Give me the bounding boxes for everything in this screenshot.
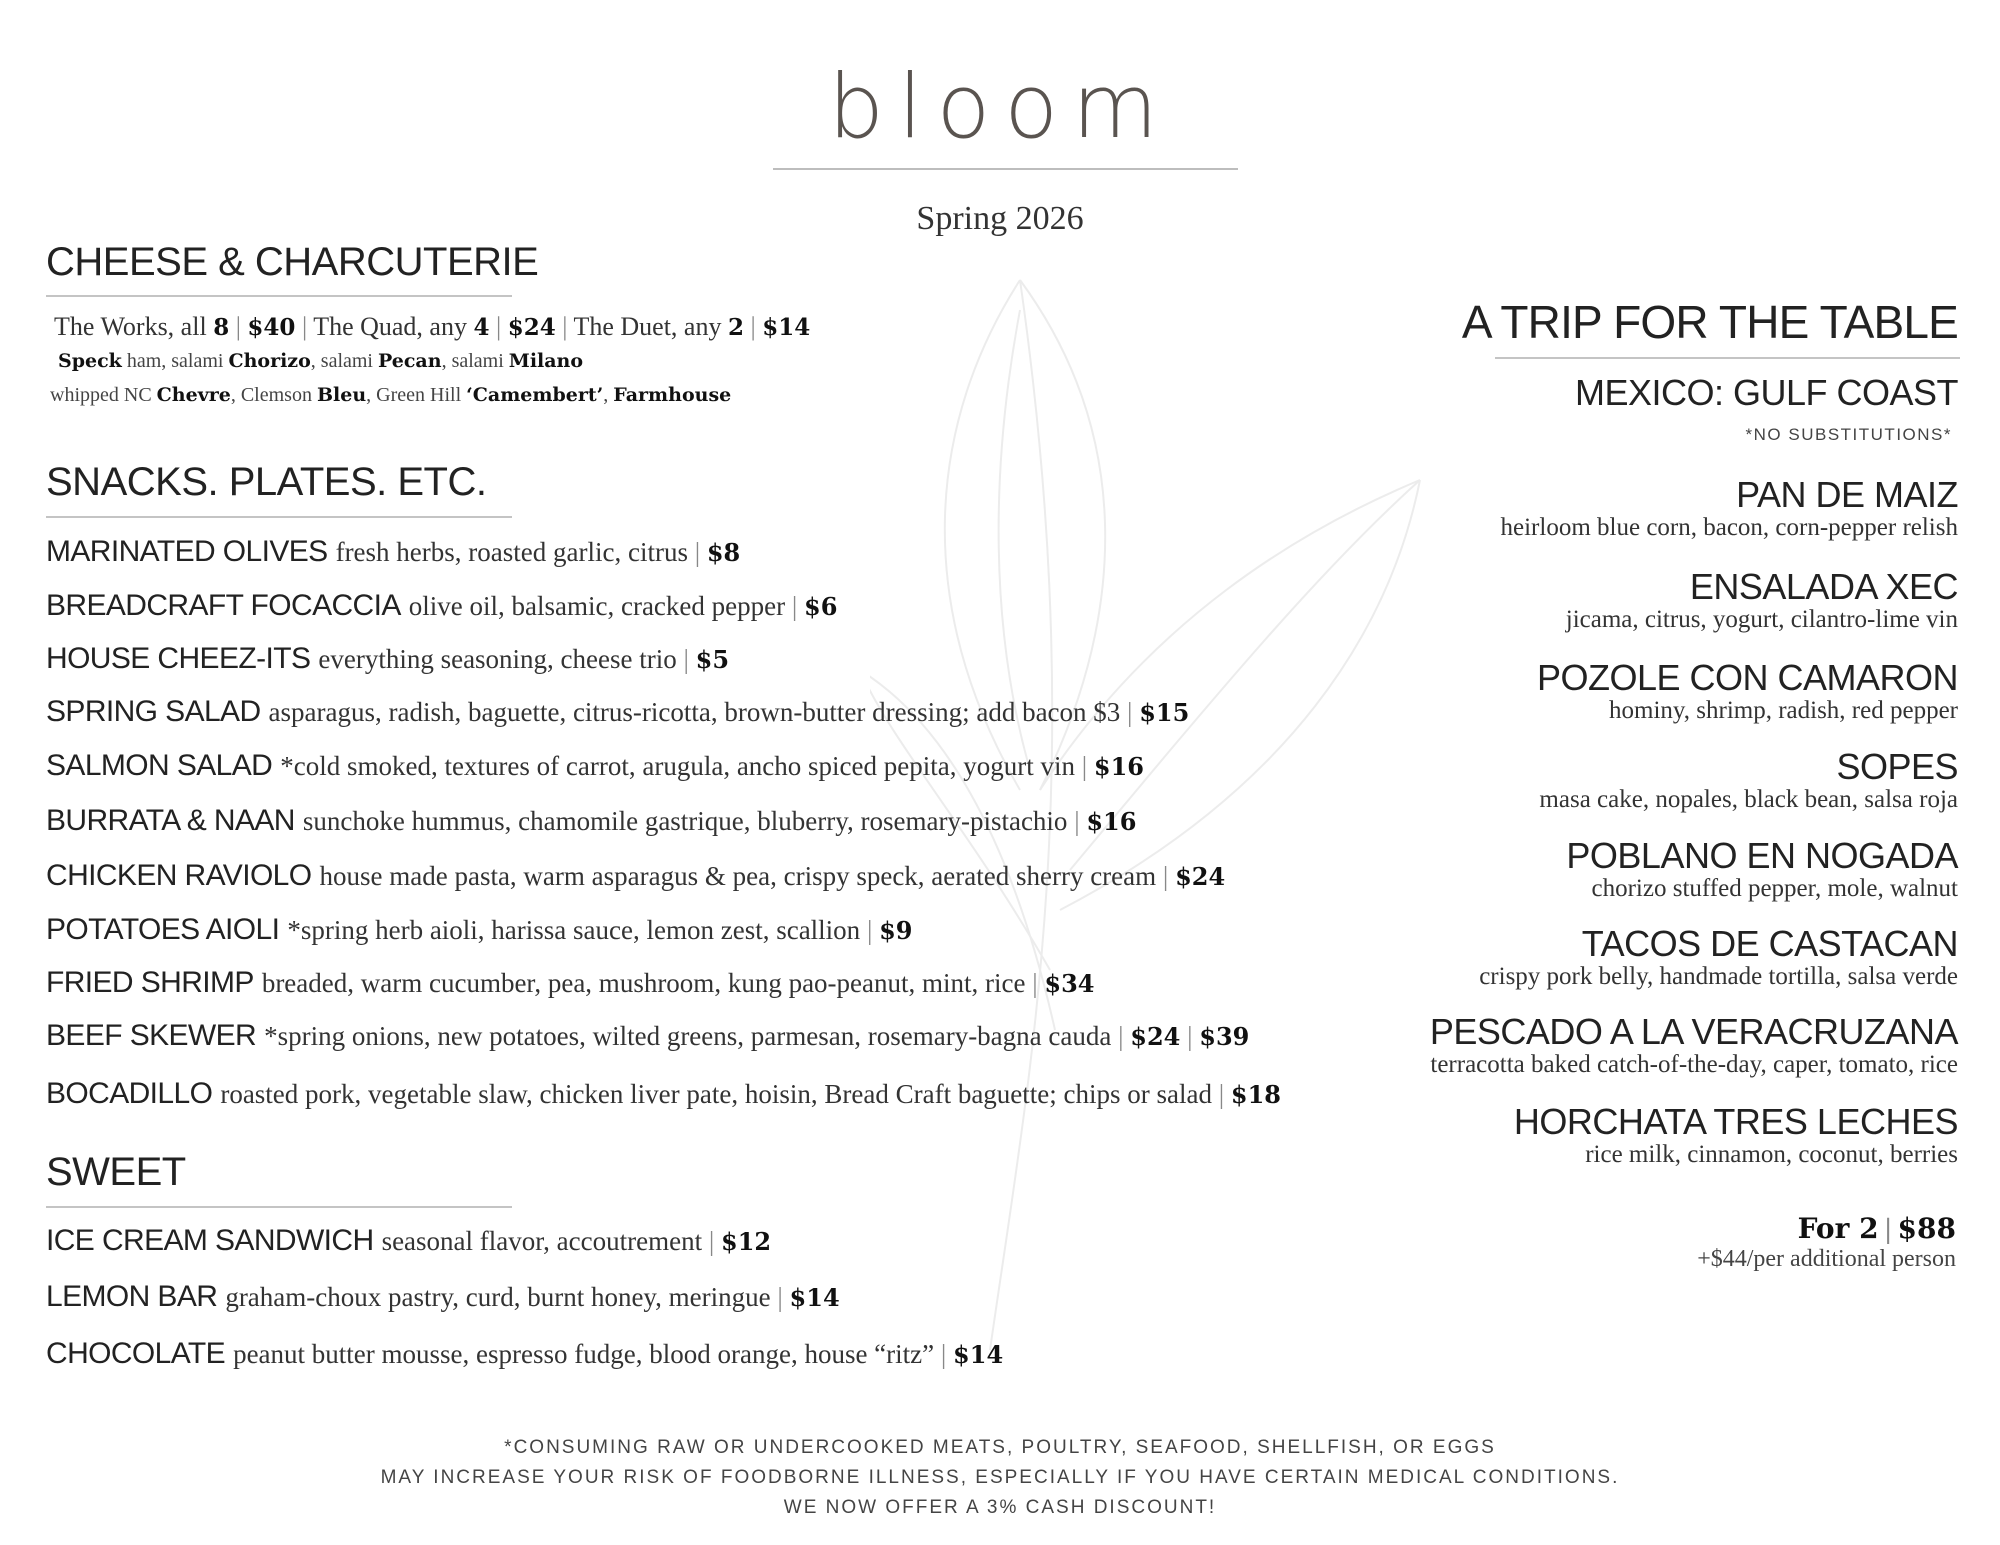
course-name: TACOS DE CASTACAN — [1581, 923, 1958, 964]
menu-item-price: $16 — [1086, 807, 1137, 836]
course-description: masa cake, nopales, black bean, salsa roja — [1539, 786, 1958, 813]
cheese-divider — [46, 295, 512, 297]
cheese-bleu: Bleu — [316, 384, 367, 406]
menu-item-price: $12 — [721, 1227, 772, 1256]
cheese-text: whipped NC — [50, 384, 157, 406]
menu-item-price: $5 — [695, 645, 730, 674]
course-name: POZOLE CON CAMARON — [1536, 657, 1958, 698]
course-name: PESCADO A LA VERACRUZANA — [1429, 1011, 1958, 1052]
menu-item-name: FRIED SHRIMP — [46, 966, 254, 999]
menu-item-description: asparagus, radish, baguette, citrus-ricotta, brown-butter dressing; add bacon $3 — [268, 697, 1121, 727]
menu-item-price: $6 — [804, 592, 838, 621]
menu-item — [46, 859, 1225, 893]
sweet-section-title: SWEET — [46, 1150, 186, 1194]
menu-item — [46, 695, 1189, 729]
menu-item-name: SPRING SALAD — [46, 695, 261, 728]
quad-count: 4 — [473, 314, 490, 341]
price-separator: | — [1120, 697, 1140, 727]
menu-item — [46, 1019, 1249, 1053]
menu-item-name: BURRATA & NAAN — [46, 804, 295, 837]
price-separator: | — [1212, 1079, 1231, 1109]
menu-item-description: everything seasoning, cheese trio — [318, 644, 677, 674]
menu-item — [46, 1077, 1281, 1111]
course-description: chorizo stuffed pepper, mole, walnut — [1591, 875, 1958, 902]
season-label: Spring 2026 — [916, 200, 1084, 237]
menu-item-name: ICE CREAM SANDWICH — [46, 1224, 374, 1257]
menu-item-name: MARINATED OLIVES — [46, 535, 328, 568]
charcuterie-text: , salami — [310, 350, 378, 372]
trip-price — [1798, 1212, 1956, 1245]
price-separator: | — [1156, 861, 1176, 891]
brand-logo: bloom — [828, 55, 1172, 158]
course-description: rice milk, cinnamon, coconut, berries — [1585, 1141, 1958, 1168]
menu-item-name: BEEF SKEWER — [46, 1019, 257, 1052]
price-separator: | — [785, 591, 805, 621]
menu-item-price: $34 — [1044, 969, 1095, 998]
price-separator: | — [1180, 1021, 1200, 1051]
charcuterie-speck: Speck — [58, 350, 122, 372]
price-separator: | — [676, 644, 696, 674]
snacks-divider — [46, 516, 512, 518]
works-count: 8 — [213, 314, 230, 341]
menu-item — [46, 535, 740, 569]
menu-item — [46, 749, 1144, 783]
works-price: $40 — [247, 314, 296, 341]
menu-item — [46, 966, 1095, 1000]
menu-item — [46, 642, 729, 676]
logo-divider — [773, 168, 1238, 170]
quad-label: The Quad, any — [313, 312, 474, 341]
menu-item-description: fresh herbs, roasted garlic, citrus — [335, 537, 688, 567]
duet-price: $14 — [762, 314, 811, 341]
menu-item-description: *spring onions, new potatoes, wilted greens, parmesan, rosemary-bagna cauda — [264, 1021, 1112, 1051]
menu-item-description: *cold smoked, textures of carrot, arugula, ancho spiced pepita, yogurt vin — [280, 751, 1075, 781]
cheese-camembert: ‘Camembert’ — [466, 384, 604, 406]
quad-price: $24 — [507, 314, 556, 341]
course-description: crispy pork belly, handmade tortilla, salsa verde — [1479, 963, 1958, 990]
price-separator: | — [1025, 968, 1045, 998]
menu-item-price-large: $39 — [1199, 1022, 1250, 1051]
price-separator: | — [934, 1339, 954, 1369]
cheese-farmhouse: Farmhouse — [613, 384, 732, 406]
menu-item-price: $16 — [1093, 752, 1144, 781]
menu-item-description: *spring herb aioli, harissa sauce, lemon zest, scallion — [287, 915, 861, 945]
snacks-section-title: SNACKS. PLATES. ETC. — [46, 460, 487, 504]
sweet-divider — [46, 1206, 512, 1208]
course-name: HORCHATA TRES LECHES — [1513, 1101, 1958, 1142]
menu-item-description: graham-choux pastry, curd, burnt honey, meringue — [225, 1282, 771, 1312]
cheese-text: , — [603, 384, 614, 406]
menu-item-name: LEMON BAR — [46, 1280, 218, 1313]
price-separator: | — [1111, 1021, 1131, 1051]
menu-item — [46, 1280, 840, 1314]
menu-item-description: house made pasta, warm asparagus & pea, crispy speck, aerated sherry cream — [319, 861, 1157, 891]
works-label: The Works, all — [54, 312, 214, 341]
menu-item-price: $24 — [1130, 1022, 1181, 1051]
menu-item — [46, 804, 1136, 838]
course-name: PAN DE MAIZ — [1736, 474, 1958, 515]
menu-item-price: $15 — [1139, 698, 1190, 727]
course-name: SOPES — [1836, 746, 1958, 787]
cheese-text: , Clemson — [230, 384, 317, 406]
price-separator: | — [770, 1282, 790, 1312]
price-separator: | — [702, 1226, 721, 1256]
cheese-text: , Green Hill — [366, 384, 467, 406]
menu-item-description: seasonal flavor, accoutrement — [381, 1226, 703, 1256]
price-separator: | — [1883, 1215, 1893, 1245]
menu-item-name: BREADCRAFT FOCACCIA — [46, 589, 401, 622]
menu-item — [46, 1337, 1003, 1371]
charcuterie-list — [58, 350, 583, 373]
price-separator: | — [1067, 806, 1087, 836]
duet-label: The Duet, any — [573, 312, 728, 341]
menu-item-price: $24 — [1175, 862, 1226, 891]
trip-subtitle: MEXICO: GULF COAST — [1574, 372, 1958, 413]
menu-item-description: olive oil, balsamic, cracked pepper — [408, 591, 786, 621]
menu-item-description: sunchoke hummus, chamomile gastrique, bluberry, rosemary-pistachio — [302, 806, 1068, 836]
menu-item-price: $9 — [879, 916, 913, 945]
course-description: hominy, shrimp, radish, red pepper — [1609, 697, 1958, 724]
menu-item-name: SALMON SALAD — [46, 749, 273, 782]
no-substitutions-note: *NO SUBSTITUTIONS* — [1745, 425, 1952, 444]
menu-item-description: peanut butter mousse, espresso fudge, blood orange, house “ritz” — [233, 1339, 935, 1369]
trip-divider — [1495, 357, 1960, 359]
footer-cash-discount: WE NOW OFFER A 3% CASH DISCOUNT! — [783, 1497, 1217, 1518]
footer-warning-line2: MAY INCREASE YOUR RISK OF FOODBORNE ILLNESS, ESPECIALLY IF YOU HAVE CERTAIN MEDICAL CONDITIONS. — [380, 1467, 1620, 1488]
price-separator: | — [687, 537, 707, 567]
menu-item-description: breaded, warm cucumber, pea, mushroom, kung pao-peanut, mint, rice — [261, 968, 1026, 998]
menu-item-name: CHICKEN RAVIOLO — [46, 859, 312, 892]
menu-item — [46, 913, 913, 947]
course-name: POBLANO EN NOGADA — [1566, 835, 1958, 876]
menu-item-price: $18 — [1230, 1080, 1282, 1109]
charcuterie-text: ham, salami — [121, 350, 229, 372]
trip-section-title: A TRIP FOR THE TABLE — [1461, 296, 1958, 348]
menu-item-name: POTATOES AIOLI — [46, 913, 280, 946]
cheese-pricing-line: The Works, all 8 | $40 | The Quad, any 4 | $24 | The Duet, any 2 | $14 — [54, 312, 811, 341]
trip-for-label: For 2 — [1797, 1212, 1879, 1245]
menu-item-price: $8 — [706, 538, 741, 567]
charcuterie-milano: Milano — [508, 350, 584, 372]
charcuterie-text: , salami — [441, 350, 509, 372]
menu-item-name: CHOCOLATE — [46, 1337, 226, 1370]
charcuterie-chorizo: Chorizo — [228, 350, 311, 372]
duet-count: 2 — [727, 314, 744, 341]
course-description: jicama, citrus, yogurt, cilantro-lime vin — [1565, 606, 1958, 633]
course-description: terracotta baked catch-of-the-day, caper, tomato, rice — [1430, 1051, 1958, 1078]
course-description: heirloom blue corn, bacon, corn-pepper relish — [1500, 514, 1958, 541]
trip-for-price: $88 — [1897, 1212, 1956, 1245]
menu-item — [46, 1224, 771, 1258]
price-separator: | — [1074, 751, 1094, 781]
course-name: ENSALADA XEC — [1689, 566, 1958, 607]
additional-person-price: +$44/per additional person — [1697, 1246, 1956, 1272]
menu-item-price: $14 — [953, 1340, 1004, 1369]
footer-warning-line1: *CONSUMING RAW OR UNDERCOOKED MEATS, POULTRY, SEAFOOD, SHELLFISH, OR EGGS — [504, 1437, 1496, 1458]
menu-item-price: $14 — [789, 1283, 840, 1312]
cheese-section-title: CHEESE & CHARCUTERIE — [46, 240, 539, 284]
charcuterie-pecan: Pecan — [378, 350, 442, 372]
menu-item — [46, 589, 837, 623]
cheese-list — [50, 384, 731, 407]
cheese-chevre: Chevre — [156, 384, 231, 406]
menu-item-name: HOUSE CHEEZ-ITS — [46, 642, 311, 675]
menu-item-name: BOCADILLO — [46, 1077, 213, 1110]
price-separator: | — [860, 915, 880, 945]
menu-item-description: roasted pork, vegetable slaw, chicken liver pate, hoisin, Bread Craft baguette; chips or salad — [220, 1079, 1212, 1109]
